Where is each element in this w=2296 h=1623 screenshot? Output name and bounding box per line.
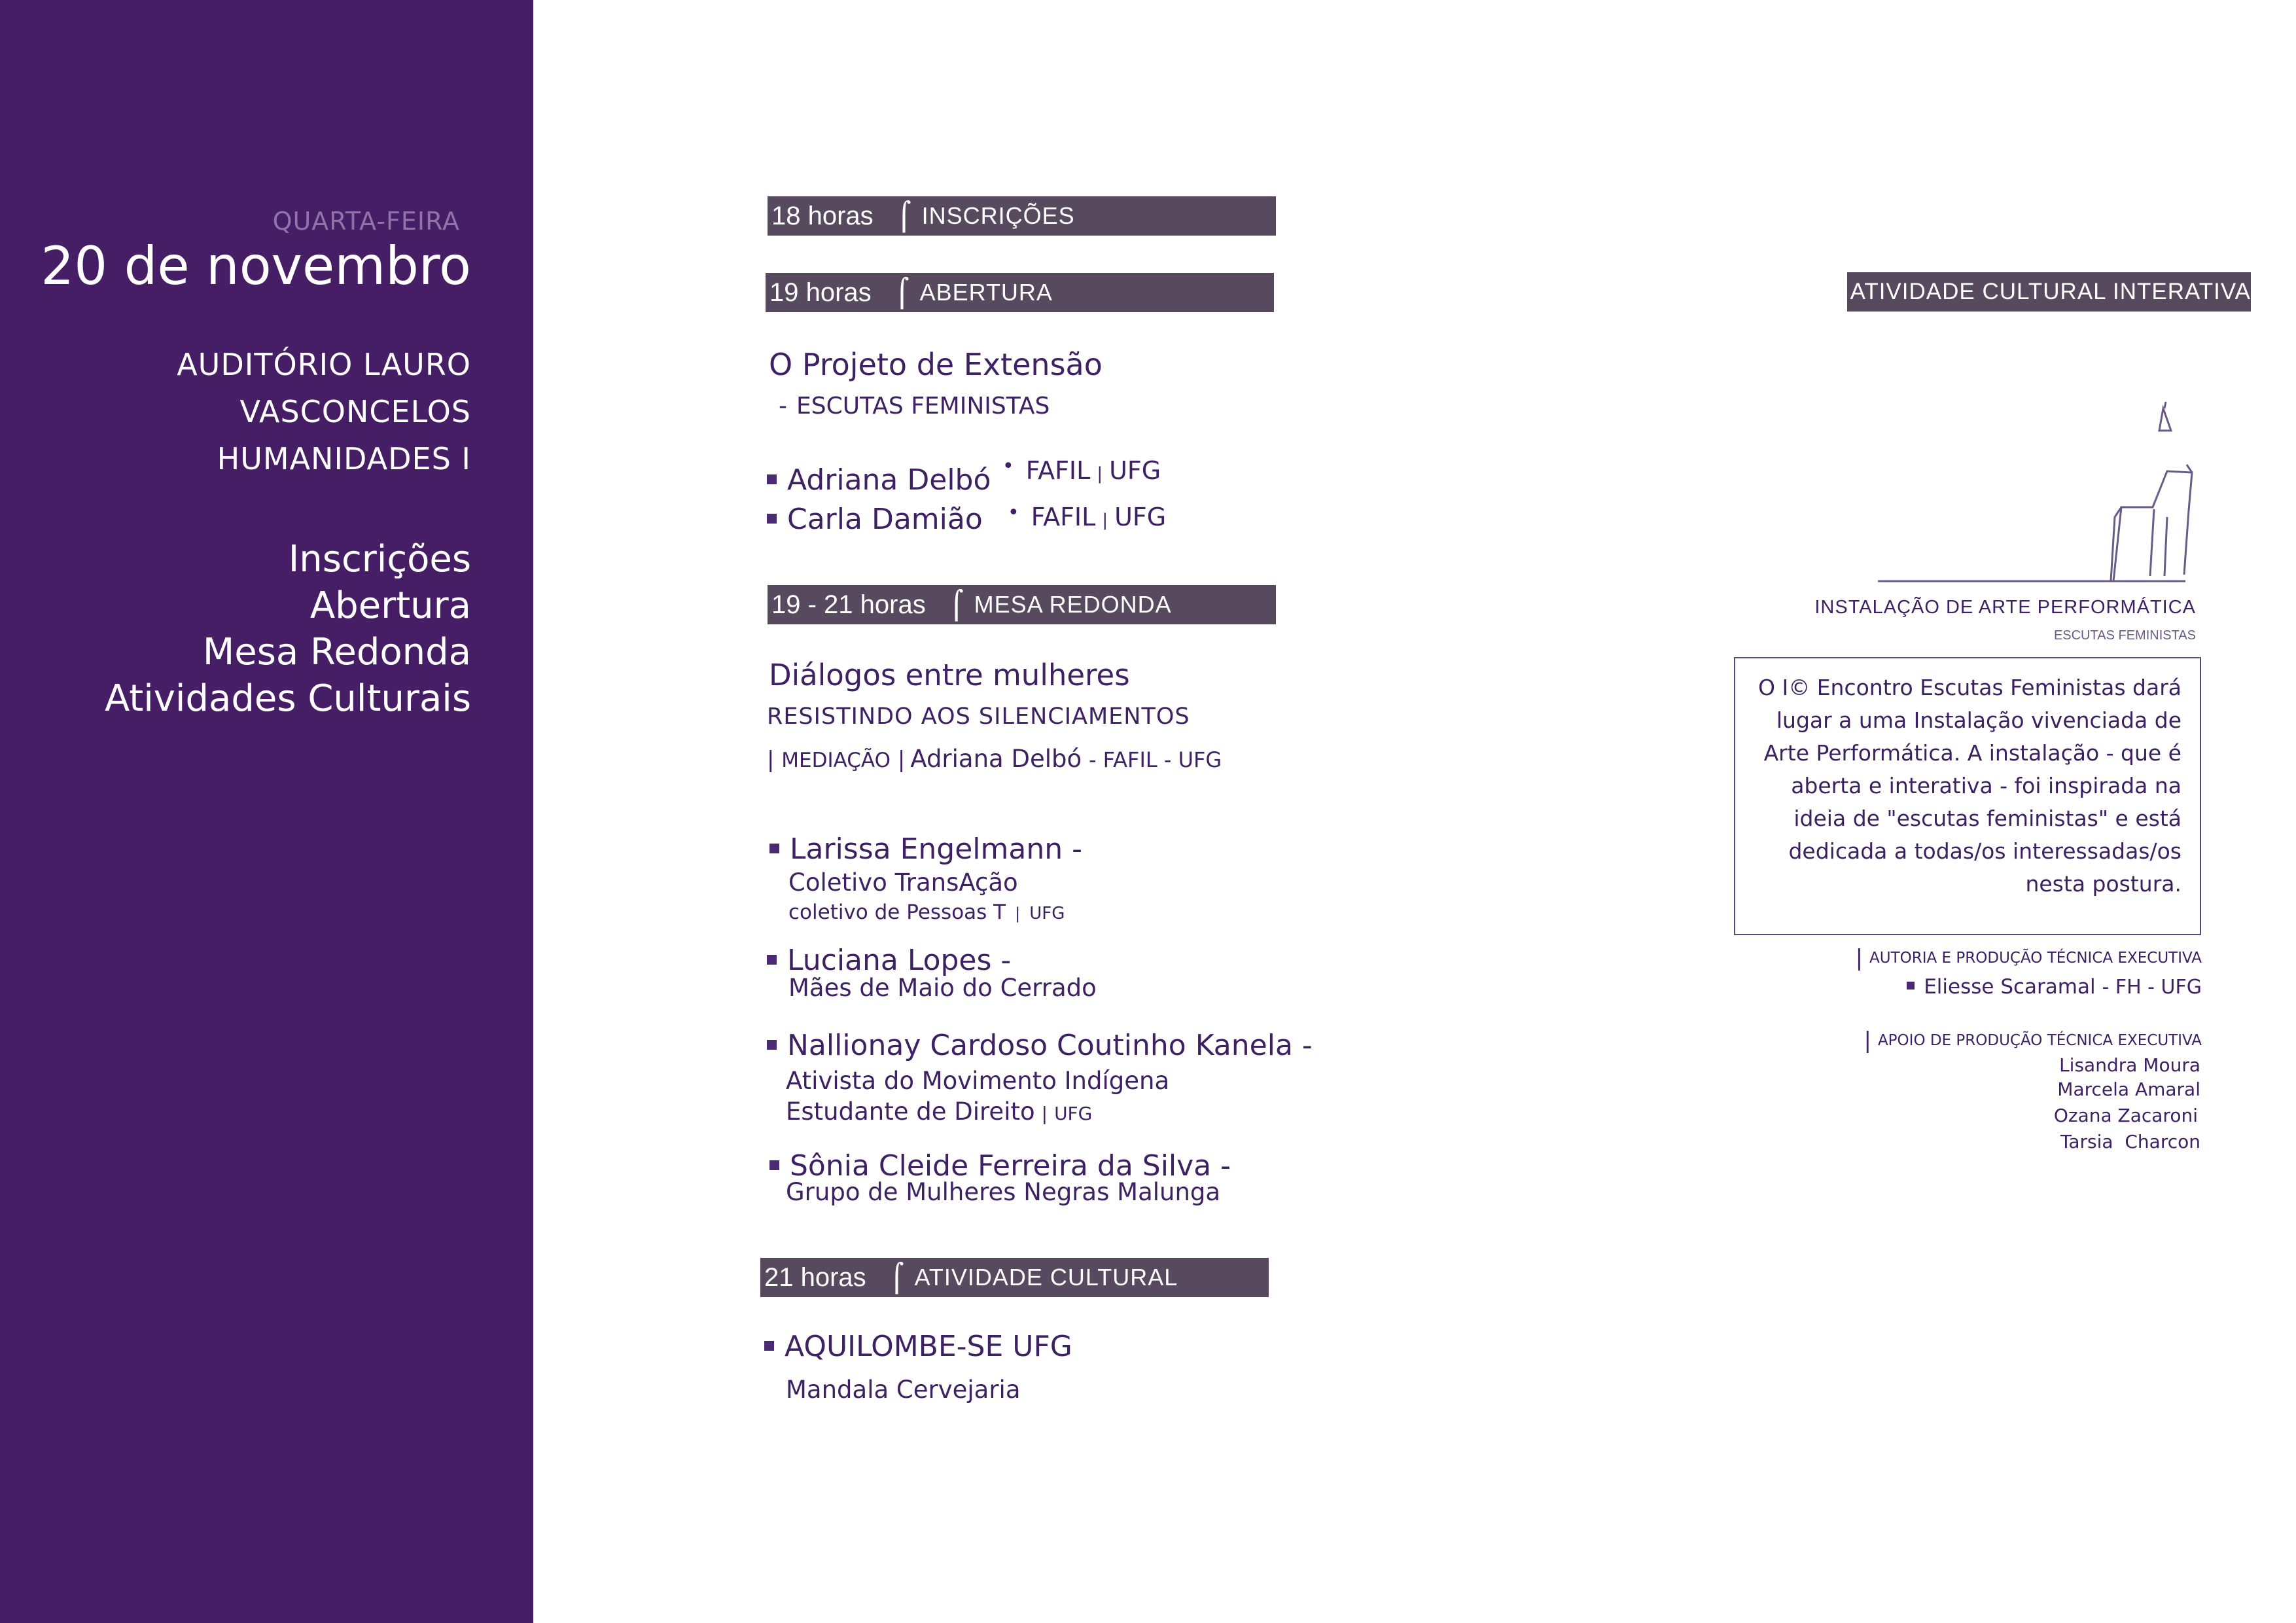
dash-icon: - [779,393,787,419]
square-bullet-icon [769,1160,779,1170]
square-bullet-icon [769,844,779,853]
apoio-name-4: Tarsia Charcon [2060,1131,2200,1152]
mediacao-inst: - FAFIL - UFG [1088,747,1222,772]
schedule-bar-abertura [766,273,1274,312]
speaker-3-name: Nallionay Cardoso Coutinho Kanela - [767,1029,1313,1062]
abertura-subtitle-text: ESCUTAS FEMINISTAS [796,393,1050,419]
separator-bar: | [1097,464,1103,484]
sidebar-location-1: AUDITÓRIO LAURO [177,347,471,382]
separator-bar: | [1855,945,1863,971]
speaker-1-detail: coletivo de Pessoas T | UFG [788,901,1065,924]
autoria-person: Eliesse Scaramal - FH - UFG [1907,975,2202,999]
bar-separator: ⌠ [889,1261,904,1294]
square-bullet-icon [767,955,777,965]
square-bullet-icon [767,1040,777,1050]
schedule-bar-atividade-interativa [1825,272,2251,312]
description-text: O I© Encontro Escutas Feministas dará lugar a uma Instalação vivenciada de Arte Performática. A instalação - que é aberta e interativa - foi inspirada na ideia de "escutas feministas" e está dedicada a todas/os interessadas/os nesta postura. [1758,675,2181,897]
person-name: Adriana Delbó [787,463,991,497]
dot-icon: • [1008,501,1019,524]
separator-bar: | [1041,1103,1048,1124]
lamp-icon [2159,408,2171,431]
sidebar-item-inscricoes: Inscrições [288,538,471,580]
person-name: Carla Damião [787,503,983,536]
sidebar-item-atividades-culturais: Atividades Culturais [104,677,471,720]
bar-time: 18 horas [771,201,874,230]
bar-separator: ⌠ [949,588,964,621]
mesa-subtitle: RESISTINDO AOS SILENCIAMENTOS [767,704,1190,730]
speaker-4-name: Sônia Cleide Ferreira da Silva - [769,1149,1231,1183]
speaker-3-org: Ativista do Movimento Indígena [786,1067,1170,1095]
bar-label: MESA REDONDA [974,591,1172,618]
cultural-title: AQUILOMBE-SE UFG [764,1330,1072,1363]
bar-separator: ⌠ [896,200,911,232]
bar-time: 21 horas [764,1262,866,1292]
mediacao-label: MEDIAÇÃO [781,749,891,772]
bar-label: ATIVIDADE CULTURAL INTERATIVA [1850,279,2251,304]
mesa-mediacao [767,745,1222,773]
speaker-1-org: Coletivo TransAção [788,868,1018,897]
install-title: INSTALAÇÃO DE ARTE PERFORMÁTICA [1814,597,2196,618]
bar-label: INSCRIÇÕES [921,202,1075,229]
bar-label: ATIVIDADE CULTURAL [914,1264,1178,1291]
speaker-2-name: Luciana Lopes - [767,944,1011,977]
square-bullet-icon [767,474,777,484]
apoio-name-3: Ozana Zacaroni [2053,1105,2198,1126]
square-bullet-icon [1907,982,1915,990]
separator-bar: | [1863,1027,1871,1054]
bar-separator: ⌠ [1825,276,1840,308]
abertura-person-1-affiliation: • FAFIL | UFG [1002,455,1161,485]
sidebar [0,0,533,1623]
schedule-bar-inscricoes [768,196,1276,236]
bar-time: 19 horas [769,277,872,307]
abertura-person-2-affiliation: • FAFIL | UFG [1008,501,1167,531]
chair-illustration [1871,399,2205,589]
apoio-name-2: Marcela Amaral [2057,1079,2200,1100]
speaker-1-name: Larissa Engelmann - [769,832,1082,866]
sidebar-location-2: VASCONCELOS [239,394,471,429]
sidebar-location-3: HUMANIDADES I [217,441,471,476]
square-bullet-icon [767,514,777,524]
separator-bar: | [1102,510,1108,530]
abertura-subtitle [779,393,1050,419]
description-box [1734,657,2201,935]
abertura-title: O Projeto de Extensão [769,347,1103,382]
square-bullet-icon [764,1341,774,1351]
separator-bar: | [1015,904,1021,923]
bar-label: ABERTURA [919,279,1053,306]
separator-bar: | [767,747,775,773]
speaker-3-detail: Estudante de Direito | UFG [786,1097,1093,1126]
sidebar-item-mesa-redonda: Mesa Redonda [202,631,471,673]
separator-bar: | [897,747,906,773]
bar-separator: ⌠ [894,276,910,309]
schedule-bar-mesa-redonda [768,585,1276,624]
install-subtitle: ESCUTAS FEMINISTAS [2053,628,2196,643]
mesa-title: Diálogos entre mulheres [769,658,1130,692]
schedule-bar-atividade-cultural [760,1258,1269,1297]
speaker-4-org: Grupo de Mulheres Negras Malunga [786,1178,1221,1206]
mediacao-name: Adriana Delbó [910,745,1082,773]
sidebar-date: 20 de novembro [41,236,471,296]
speaker-2-org: Mães de Maio do Cerrado [788,974,1097,1002]
cultural-subtitle: Mandala Cervejaria [786,1376,1021,1404]
autoria-label: | AUTORIA E PRODUÇÃO TÉCNICA EXECUTIVA [1855,945,2202,971]
bar-time: 19 - 21 horas [771,590,926,619]
sidebar-item-abertura: Abertura [309,584,471,627]
apoio-label: | APOIO DE PRODUÇÃO TÉCNICA EXECUTIVA [1863,1027,2202,1054]
sidebar-day: QUARTA-FEIRA [272,207,460,236]
apoio-name-1: Lisandra Moura [2059,1054,2200,1076]
abertura-person-1 [767,463,991,497]
dot-icon: • [1002,455,1014,478]
abertura-person-2 [767,503,983,536]
